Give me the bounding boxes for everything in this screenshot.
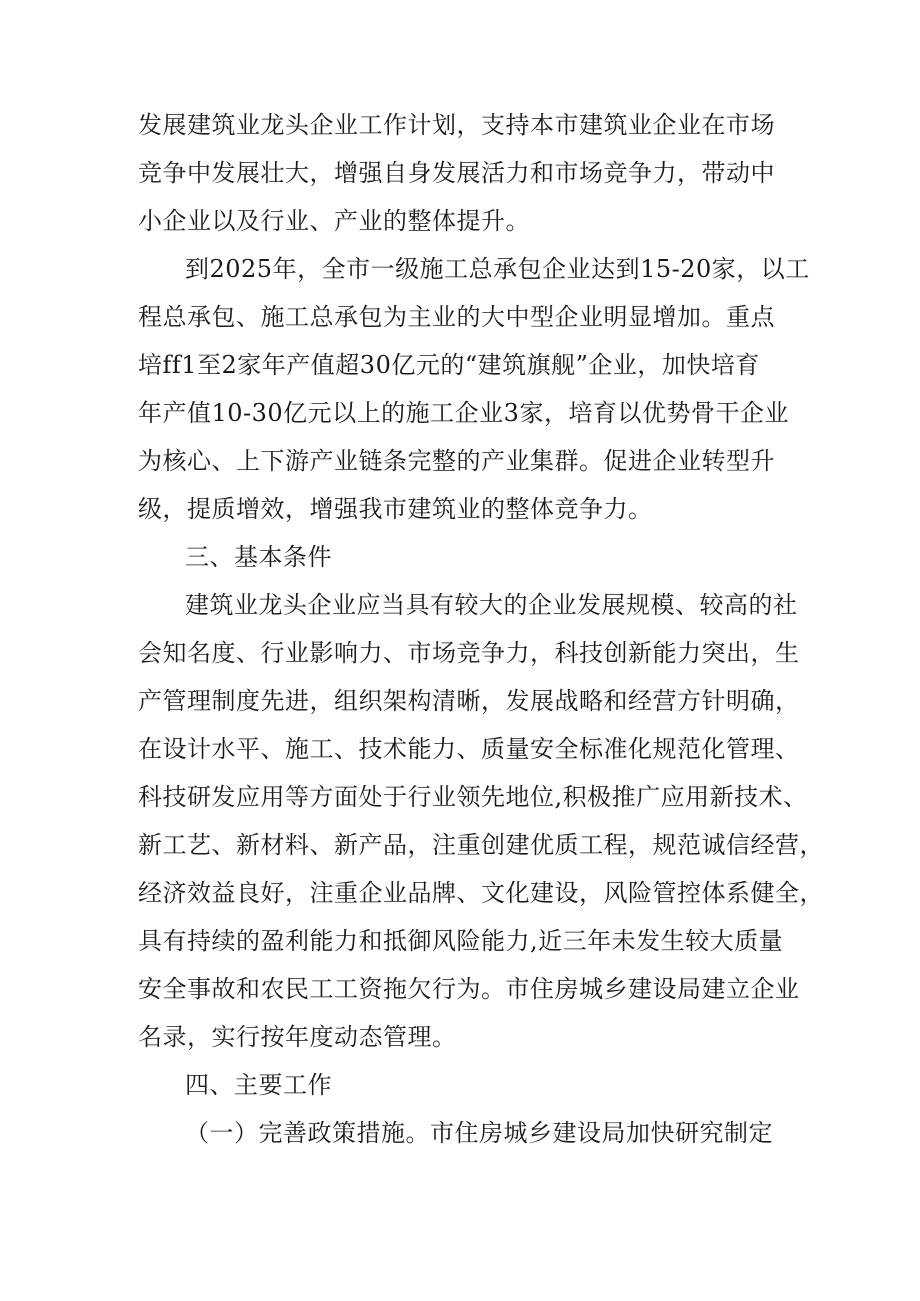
paragraph-work bbox=[138, 1109, 838, 1157]
text-line: 发展建筑业龙头企业工作计划，支持本市建筑业企业在市场 bbox=[138, 111, 775, 139]
text-line: 在设计水平、施工、技术能力、质量安全标准化规范化管理、 bbox=[138, 735, 800, 763]
text-line: 会知名度、行业影响力、市场竞争力，科技创新能力突出，生 bbox=[138, 639, 800, 667]
text-line: 经济效益良好，注重企业品牌、文化建设，风险管控体系健全， bbox=[138, 879, 824, 907]
text-line: 级，提质增效，增强我市建筑业的整体竞争力。 bbox=[138, 495, 653, 523]
text-line: 为核心、上下游产业链条完整的产业集群。促进企业转型升 bbox=[138, 447, 775, 475]
paragraph-intro bbox=[138, 101, 838, 245]
text-line: 科技研发应用等方面处于行业领先地位,积极推广应用新技术、 bbox=[138, 783, 808, 811]
section-heading-conditions: 三、基本条件 bbox=[185, 543, 332, 571]
text-line: 年产值10-30亿元以上的施工企业3家，培育以优势骨干企业 bbox=[138, 399, 789, 427]
text-line: 具有持续的盈利能力和抵御风险能力,近三年未发生较大质量 bbox=[138, 927, 784, 955]
paragraph-conditions bbox=[138, 581, 838, 1061]
paragraph-goal bbox=[138, 245, 838, 533]
text-line: 小企业以及行业、产业的整体提升。 bbox=[138, 207, 530, 235]
text-line: 产管理制度先进，组织架构清晰，发展战略和经营方针明确， bbox=[138, 687, 800, 715]
section-heading-work: 四、主要工作 bbox=[185, 1071, 332, 1099]
text-line: 名录，实行按年度动态管理。 bbox=[138, 1023, 457, 1051]
text-line: 新工艺、新材料、新产品，注重创建优质工程，规范诚信经营， bbox=[138, 831, 824, 859]
text-line: 竞争中发展壮大，增强自身发展活力和市场竞争力，带动中 bbox=[138, 159, 775, 187]
text-line: 程总承包、施工总承包为主业的大中型企业明显增加。重点 bbox=[138, 303, 775, 331]
text-line: 到2025年，全市一级施工总承包企业达到15-20家，以工 bbox=[185, 255, 810, 283]
text-line: 建筑业龙头企业应当具有较大的企业发展规模、较高的社 bbox=[185, 591, 798, 619]
text-line: 培ff1至2家年产值超30亿元的“建筑旗舰”企业，加快培育 bbox=[138, 351, 760, 379]
text-line: 安全事故和农民工工资拖欠行为。市住房城乡建设局建立企业 bbox=[138, 975, 800, 1003]
document-body bbox=[138, 101, 838, 1157]
text-line: （一）完善政策措施。市住房城乡建设局加快研究制定 bbox=[185, 1119, 773, 1147]
